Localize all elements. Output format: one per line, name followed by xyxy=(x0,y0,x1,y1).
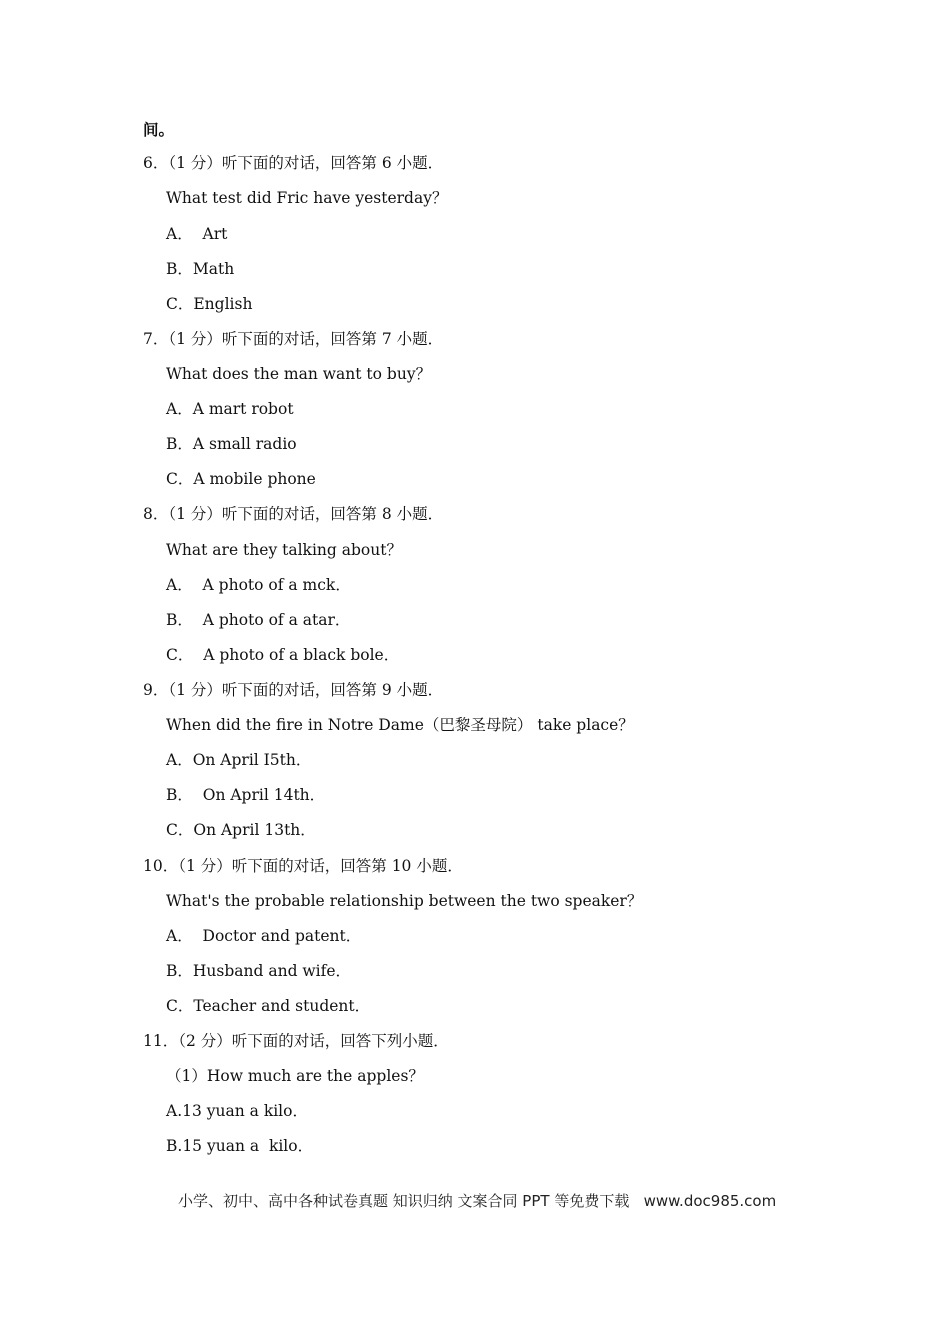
lead-text: 间。 xyxy=(143,120,175,139)
question-11-option-a: A.13 yuan a kilo． xyxy=(166,1102,308,1120)
question-7-header: 7．（1 分）听下面的对话，回答第 7 小题． xyxy=(143,330,444,348)
question-6-prompt: What test did Fric have yesterday？ xyxy=(166,189,448,207)
question-10-option-a: A． Doctor and patent． xyxy=(166,927,362,945)
question-9-option-b: B． On April 14th． xyxy=(166,786,326,804)
question-8-option-b: B． A photo of a atar． xyxy=(166,611,351,629)
question-8-option-a: A． A photo of a mck． xyxy=(166,576,351,594)
question-10-option-b: B．Husband and wife． xyxy=(166,962,352,980)
footer-text: 小学、初中、高中各种试卷真题 知识归纳 文案合同 PPT 等免费下载 www.doc985.com xyxy=(178,1192,777,1210)
question-9-option-c: C．On April 13th． xyxy=(166,821,316,839)
question-10-option-c: C．Teacher and student． xyxy=(166,997,371,1015)
question-7-option-c: C．A mobile phone xyxy=(166,470,316,488)
question-10-header: 10．（1 分）听下面的对话，回答第 10 小题． xyxy=(143,857,463,875)
question-7-prompt: What does the man want to buy？ xyxy=(166,365,432,383)
question-11-option-b: B.15 yuan a kilo． xyxy=(166,1137,314,1155)
question-11-header: 11．（2 分）听下面的对话，回答下列小题． xyxy=(143,1032,449,1050)
question-8-prompt: What are they talking about？ xyxy=(166,541,402,559)
question-9-prompt: When did the fire in Notre Dame（巴黎圣母院） take place？ xyxy=(166,716,634,734)
question-11-prompt: （1）How much are the apples？ xyxy=(166,1067,424,1085)
question-8-header: 8．（1 分）听下面的对话，回答第 8 小题． xyxy=(143,505,444,523)
question-7-option-a: A．A mart robot xyxy=(166,400,294,418)
question-6-option-a: A． Art xyxy=(166,225,228,243)
question-6-header: 6．（1 分）听下面的对话，回答第 6 小题． xyxy=(143,154,444,172)
question-7-option-b: B．A small radio xyxy=(166,435,297,453)
question-9-option-a: A．On April I5th． xyxy=(166,751,312,769)
question-10-prompt: What's the probable relationship between the two speaker？ xyxy=(166,892,643,910)
question-6-option-b: B．Math xyxy=(166,260,235,278)
question-6-option-c: C．English xyxy=(166,295,253,313)
question-8-option-c: C． A photo of a black bole． xyxy=(166,646,400,664)
question-9-header: 9．（1 分）听下面的对话，回答第 9 小题． xyxy=(143,681,444,699)
